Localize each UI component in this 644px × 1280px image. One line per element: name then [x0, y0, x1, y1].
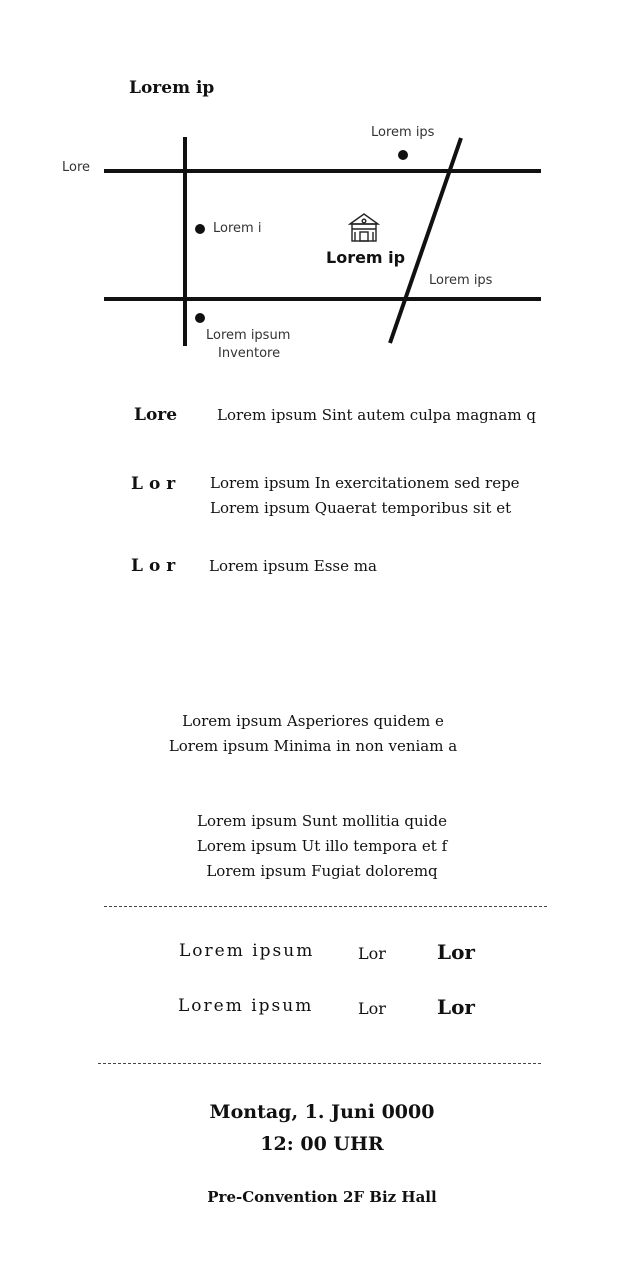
place-label-top-right: Lorem ips: [371, 125, 435, 140]
marker-top-right: [398, 150, 408, 160]
notes-block-2-line-2: Lorem ipsum Ut illo tempora et f: [196, 837, 448, 855]
divider-bottom: [98, 1063, 541, 1064]
divider-top: [104, 906, 547, 907]
ticket-price-2: Lor: [437, 995, 475, 1019]
schedule-key-3: Lor: [131, 556, 182, 576]
map-title: Lorem ip: [129, 78, 215, 98]
event-venue: Pre-Convention 2F Biz Hall: [207, 1188, 437, 1206]
schedule-text-3-line-1: Lorem ipsum Esse ma: [209, 557, 377, 575]
map-diagram: [0, 0, 644, 380]
road-label-right: Lorem ips: [429, 273, 493, 288]
ticket-price-1: Lor: [437, 940, 475, 964]
marker-left: [195, 224, 205, 234]
place-label-bottom-1: Lorem ipsum: [206, 328, 291, 343]
notes-block-1-line-2: Lorem ipsum Minima in non veniam a: [168, 737, 458, 755]
schedule-text-2-line-1: Lorem ipsum In exercitationem sed repe: [210, 474, 520, 492]
schedule-text-2-line-2: Lorem ipsum Quaerat temporibus sit et: [210, 499, 512, 517]
schedule-text-1-line-1: Lorem ipsum Sint autem culpa magnam q: [217, 406, 536, 424]
place-label-left: Lorem i: [213, 221, 262, 236]
notes-block-1-line-1: Lorem ipsum Asperiores quidem e: [182, 712, 444, 730]
building-icon: [350, 214, 378, 241]
venue-label: Lorem ip: [326, 248, 406, 267]
schedule-key-1: Lore: [134, 405, 178, 425]
ticket-label-2: Lorem ipsum: [178, 996, 314, 1016]
event-date: Montag, 1. Juni 0000: [209, 1101, 435, 1123]
schedule-key-2: Lor: [131, 474, 182, 494]
notes-block-2-line-1: Lorem ipsum Sunt mollitia quide: [197, 812, 447, 830]
notes-block-2-line-3: Lorem ipsum Fugiat doloremq: [206, 862, 438, 880]
road-diagonal: [390, 138, 461, 343]
notes-block-2: [0, 809, 644, 884]
notes-block-1: [0, 709, 635, 759]
marker-bottom: [195, 313, 205, 323]
ticket-mid-1: Lor: [358, 944, 386, 963]
event-time: 12: 00 UHR: [260, 1133, 384, 1155]
ticket-mid-2: Lor: [358, 999, 386, 1018]
road-label-left: Lore: [62, 160, 91, 175]
place-label-bottom-2: Inventore: [218, 346, 281, 361]
ticket-label-1: Lorem ipsum: [179, 941, 315, 961]
